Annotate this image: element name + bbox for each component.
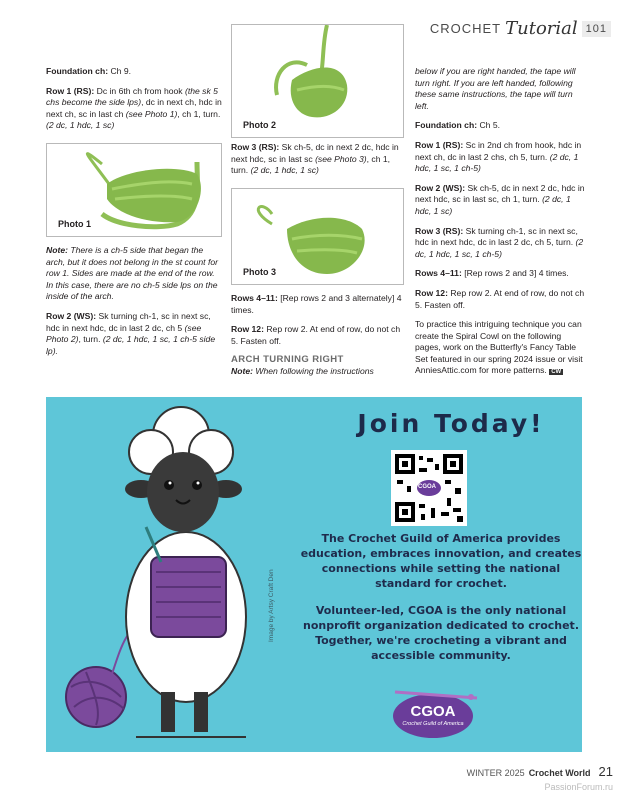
cgoa-logo-subtitle: Crochet Guild of America	[402, 721, 464, 727]
row-12: Row 12: Rep row 2. At end of row, do not ch 5. Fasten off.	[231, 324, 401, 346]
photo-1	[46, 143, 222, 237]
cgoa-logo-text: CGOA	[410, 703, 456, 720]
ad-paragraph-1: The Crochet Guild of America provides education, embraces innovation, and creates connections while setting the national standard for crochet.	[300, 532, 582, 590]
footer-magazine: Crochet World	[528, 768, 591, 778]
column-2-bottom	[231, 293, 403, 378]
header-crochet: CROCHET	[429, 21, 502, 36]
photo-2	[231, 24, 404, 138]
sheep-illustration	[46, 397, 286, 752]
qr-code[interactable]	[391, 450, 467, 526]
running-header	[430, 18, 611, 39]
cgoa-advertisement	[46, 397, 582, 752]
row-2: Row 2 (WS): Sk turning ch-1, sc in next sc, hdc in next hdc, dc in last 2 dc, ch 5 (see Photo 2), turn. (2 dc, 1 hdc, 1 sc, 1 ch-5 side lp).	[46, 310, 216, 356]
image-credit: Image by Artsy Craft Den	[268, 569, 275, 642]
ad-paragraph-2: Volunteer-led, CGOA is the only national nonprofit organization dedicated to crochet. Together, we're crocheting a vibrant and accessible community.	[302, 604, 579, 662]
right-row-2: Row 2 (WS): Sk ch-5, dc in next 2 dc, hdc in next hdc, sc in last sc, ch 1, turn. (2 dc, 1 hdc, 1 sc)	[415, 182, 585, 216]
subhead-arch-turning-right: ARCH TURNING RIGHT	[231, 354, 344, 366]
photo-3	[231, 188, 404, 285]
column-1-top	[46, 66, 222, 140]
column-2-top	[231, 142, 403, 185]
footer-issue: WINTER 2025	[466, 768, 525, 778]
column-3	[415, 66, 587, 387]
cgoa-logo	[385, 684, 481, 742]
right-row-1: Row 1 (RS): Sc in 2nd ch from hook, hdc in next ch, dc in last 2 chs, ch 5, turn. (2 dc, 1 hdc, 1 sc, 1 ch-5)	[415, 139, 582, 174]
row-1: Row 1 (RS): Dc in 6th ch from hook (the sk 5 chs become the side lps), dc in next ch, hdc in next ch, sc in last ch (see Photo 1), ch 1, turn. (2 dc, 1 hdc, 1 sc)	[46, 85, 222, 131]
watermark: PassionForum.ru	[544, 782, 613, 792]
foundation-ch: Foundation ch: Ch 9.	[46, 66, 131, 76]
right-rows-4-11: Rows 4–11: [Rep rows 2 and 3] 4 times.	[415, 268, 569, 279]
photo-1-label: Photo 1	[55, 218, 94, 230]
row-3: Row 3 (RS): Sk ch-5, dc in next 2 dc, hdc in next hdc, sc in last sc (see Photo 3), ch 1, turn. (2 dc, 1 hdc, 1 sc)	[231, 142, 399, 176]
photo-2-label: Photo 2	[240, 119, 279, 131]
right-row-12: Row 12: Rep row 2. At end of row, do not ch 5. Fasten off.	[415, 287, 585, 310]
column-1-bottom	[46, 245, 222, 365]
closing-paragraph: To practice this intriguing technique you can create the Spiral Cowl on the following pages, work on the Butterfly's Fancy Table Set featured in our spring 2024 issue or visit AnniesAttic.com for more patterns. CW	[415, 319, 583, 376]
page-footer	[467, 764, 613, 779]
note-2: Note: When following the instructions	[231, 365, 374, 376]
footer-page-number: 21	[598, 764, 613, 779]
foundation-ch-2: Foundation ch: Ch 5.	[415, 120, 500, 131]
rows-4-11: Rows 4–11: [Rep rows 2 and 3 alternately] 4 times.	[231, 293, 402, 315]
qr-badge: CGOA	[418, 484, 436, 490]
photo-3-label: Photo 3	[240, 266, 279, 278]
end-mark: CW	[551, 369, 562, 376]
right-row-3: Row 3 (RS): Sk turning ch-1, sc in next sc, hdc in next hdc, dc in last 2 dc, ch 5, turn. (2 dc, 1 hdc, 1 sc, 1 ch-5)	[415, 225, 584, 259]
note-2-continued: below if you are right handed, the tape will turn right. If you are left handed, following these same instructions, the tape will turn left.	[415, 66, 576, 111]
note-1: Note: There is a ch-5 side that began the arch, but it does not belong in the st count for row 1. Sides are made at the end of the row. In this case, there are no ch-5 side lps on the inside of the arch.	[46, 245, 218, 302]
join-today-title: Join Today!	[357, 409, 545, 438]
header-tutorial: Tutorial	[505, 18, 578, 39]
header-page-number: 101	[582, 21, 611, 37]
